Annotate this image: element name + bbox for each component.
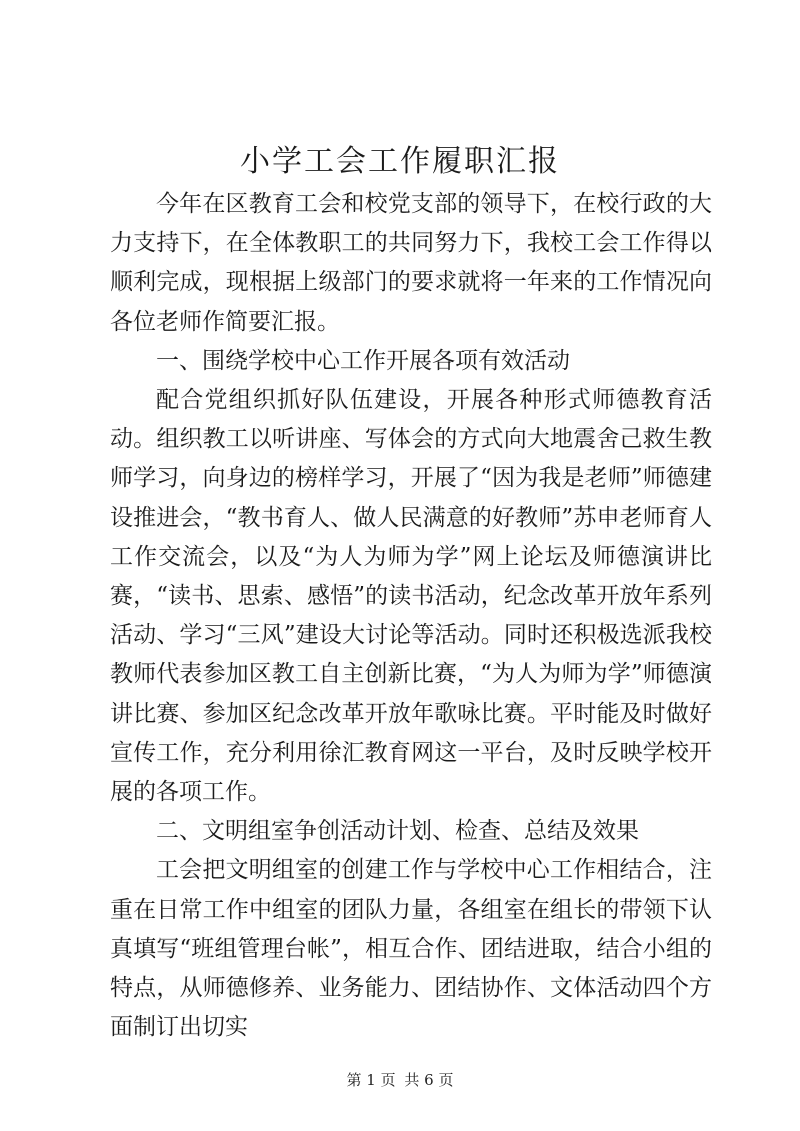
document-body: [110, 185, 712, 1047]
section-heading-1: 一、围绕学校中心工作开展各项有效活动: [156, 347, 570, 374]
page-number: 第 1 页: [346, 1071, 396, 1089]
section-paragraph-2: 工会把文明组室的创建工作与学校中心工作相结合，注重在日常工作中组室的团队力量，各组室在组长的带领下认真填写“班组管理台帐”，相互合作、团结进取，结合小组的特点，从师德修养、业务能力、团结协作、文体活动四个方面制订出切实: [110, 857, 712, 1041]
page-total: 共 6 页: [404, 1071, 454, 1089]
page-footer: [0, 1070, 800, 1090]
section-paragraph-1: 配合党组织抓好队伍建设，开展各种形式师德教育活动。组织教工以听讲座、写体会的方式向大地震舍己救生教师学习，向身边的榜样学习，开展了“因为我是老师”师德建设推进会，“教书育人、做人民满意的好教师”苏申老师育人工作交流会，以及“为人为师为学”网上论坛及师德演讲比赛，“读书、思索、感悟”的读书活动，纪念改革开放年系列活动、学习“三风”建设大讨论等活动。同时还积极选派我校教师代表参加区教工自主创新比赛，“为人为师为学”师德演讲比赛、参加区纪念改革开放年歌咏比赛。平时能及时做好宣传工作，充分利用徐汇教育网这一平台，及时反映学校开展的各项工作。: [110, 387, 712, 806]
document-title: 小学工会工作履职汇报: [240, 144, 560, 179]
section-heading-2: 二、文明组室争创活动计划、检查、总结及效果: [156, 818, 639, 845]
intro-paragraph: 今年在区教育工会和校党支部的领导下，在校行政的大力支持下，在全体教职工的共同努力下，我校工会工作得以顺利完成，现根据上级部门的要求就将一年来的工作情况向各位老师作简要汇报。: [110, 191, 712, 335]
